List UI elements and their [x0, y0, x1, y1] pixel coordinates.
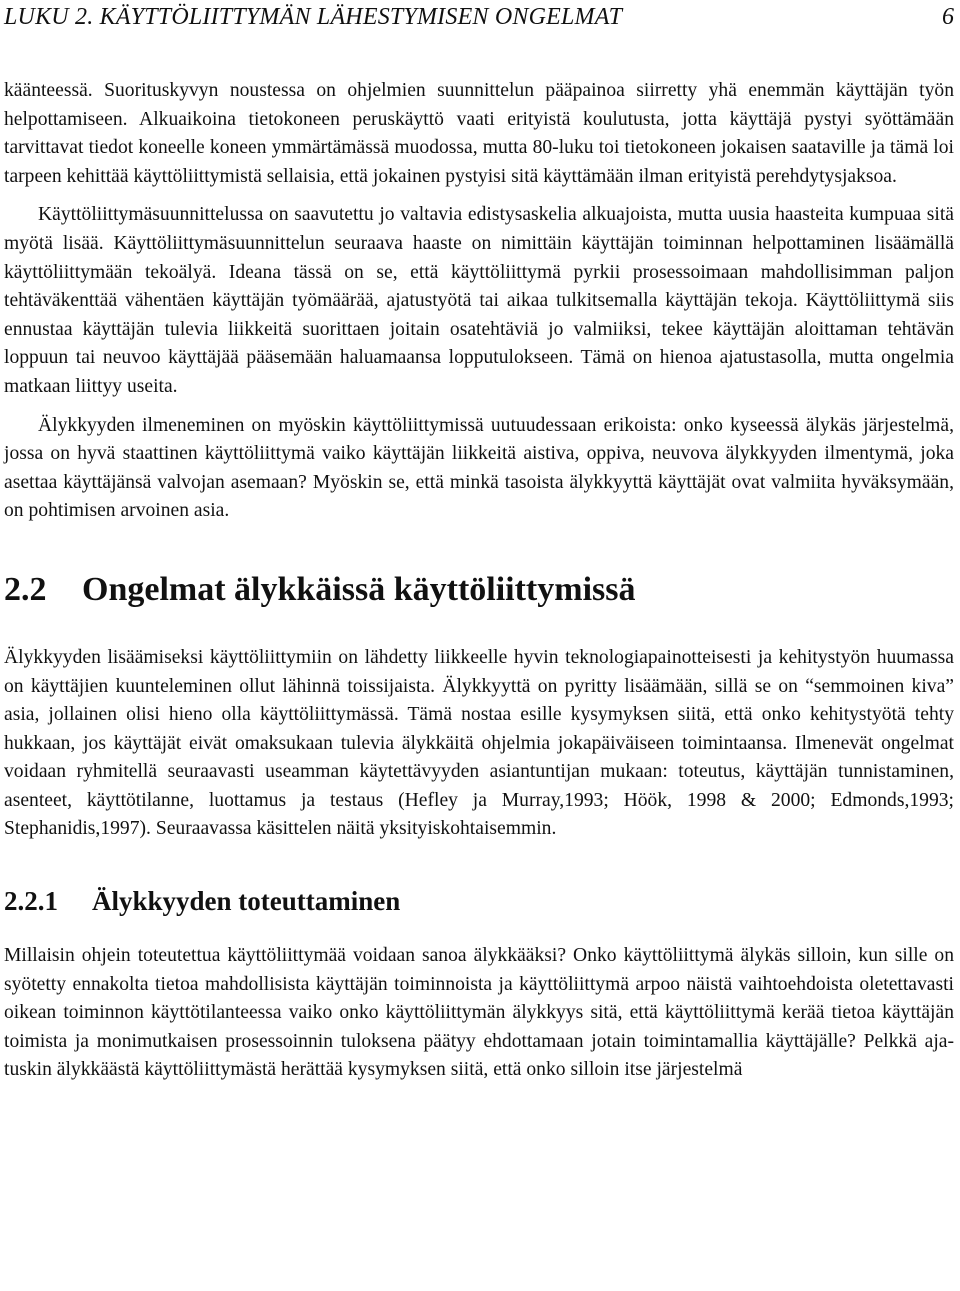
- section-paragraph: Älykkyyden lisäämiseksi käyttöliittymiin on lähdetty liikkeelle hyvin teknologiapainotteisesti ja kehitystyön huumassa on käyttäjien kuunteleminen ollut lähinnä toissijaista. Älykkyyttä on pyritty lisäämään, sillä se on “semmoinen kiva” asia, jollainen olisi hieno olla käyttöliittymässä. Tämä nostaa esille kysymyksen siitä, että onko kehitystyötä tehty hukkaan, jos käyttäjät eivät omaksukaan tulevia älykkäitä ohjelmia jokapäiväiseen toimintaansa. Ilmenevät ongelmat voidaan ryhmitellä seuraavasti useamman käytettävyyden asiantuntijan mukaan: toteutus, käyttäjän tunnistaminen, asenteet, käyttötilanne, luottamus ja testaus (Hefley ja Murray,1993; Höök, 1998 & 2000; Edmonds,1993; Stephanidis,1997). Seuraavassa käsittelen näitä yksityiskohtaisemmin.: [4, 646, 954, 840]
- section-title: Ongelmat älykkäissä käyttöliittymissä: [82, 570, 636, 608]
- paragraph-1: käänteessä. Suorituskyvyn noustessa on ohjelmien suunnittelun pääpainoa siirretty yhä enemmän käyttäjän työn helpottamiseen. Alkuaikoina tietokoneen peruskäyttö vaati erityistä koulutusta, jotta käyttäjä pystyi syöttämään tarvittavat tiedot koneelle koneen ymmärtämässä muodossa, mutta 80-luku toi tietokoneen jokaisen saataville ja tämä loi tarpeen kehittää käyttöliittymistä sellaisia, että jokainen pystyisi sitä käyttämään ilman erityistä perehdytysjaksoa.: [4, 80, 954, 187]
- paragraph-3: Älykkyyden ilmeneminen on myöskin käyttöliittymissä uutuudessaan erikoista: onko kyseessä älykäs järjestelmä, jossa on hyvä staattinen käyttöliittymä vaiko käyttäjän liikkeitä aistiva, oppiva, neuvova älykkyyden ilmentymä, joka asettaa käyttäjänsä valvojan asemaan? Myöskin se, että minkä tasoista älykkyyttä käyttäjät ovat valmiita hyväksymään, on pohtimisen arvoinen asia.: [4, 414, 954, 522]
- section-heading: [4, 570, 954, 610]
- paragraph-2: Käyttöliittymäsuunnittelussa on saavutettu jo valtavia edistysaskelia alkuajoista, mutta uusia haasteita kumpuaa sitä myötä lisää. Käyttöliittymäsuunnittelun seuraava haaste on nimittäin käyttäjän toiminnan helpottaminen lisäämällä käyttöliittymään tekoälyä. Ideana tässä on se, että käyttöliittymä pyrkii prosessoimaan mahdollisimman paljon tehtäväkenttää vähentäen käyttäjän työmäärää, ajatustyötä tai aikaa tulkitsemalla käyttäjän tekoja. Käyttöliittymä siis ennustaa käyttäjän tulevia liikkeitä suorittaen joitain osatehtäviä jo valmiiksi, tekee käyttäjän aloittaman tehtävän loppuun tai neuvoo käyttäjää pääsemään haluamaansa lopputulokseen. Tämä on hienoa ajatustasolla, mutta ongelmia matkaan liittyy useita.: [4, 204, 954, 397]
- subsection-heading: [4, 884, 954, 918]
- subsection-paragraph: Millaisin ohjein toteutettua käyttöliittymää voidaan sanoa älykkääksi? Onko käyttöliittymä älykäs silloin, kun sille on syötetty ennakolta tietoa mahdollisista käyttäjän toiminnoista ja käyttöliittymä arpoo näistä vaihtoehdoista oletettavasti oikean toiminnon käyttötilanteessa vaiko onko käyttöliittymän älykkyys sitä, että käyttöliittymä kerää tietoa käyttäjän toimista ja monimutkaisen prosessoinnin tuloksena päätyy ehdottamaan jotain toimintamallia käyttäjälle? Pelkkä ajatuskin älykkäästä käyttöliittymästä herättää kysymyksen siitä, että onko silloin itse järjestelmä: [4, 945, 954, 1081]
- subsection-number: 2.2.1: [4, 886, 58, 917]
- chapter-title: LUKU 2. KÄYTTÖLIITTYMÄN LÄHESTYMISEN ONGELMAT: [4, 4, 623, 30]
- document-page: [4, 0, 954, 1085]
- body-text: [4, 77, 954, 1085]
- subsection-title: Älykkyyden toteuttaminen: [92, 886, 401, 917]
- page-number: 6: [942, 4, 954, 30]
- section-number: 2.2: [4, 570, 47, 608]
- running-header: [4, 2, 954, 32]
